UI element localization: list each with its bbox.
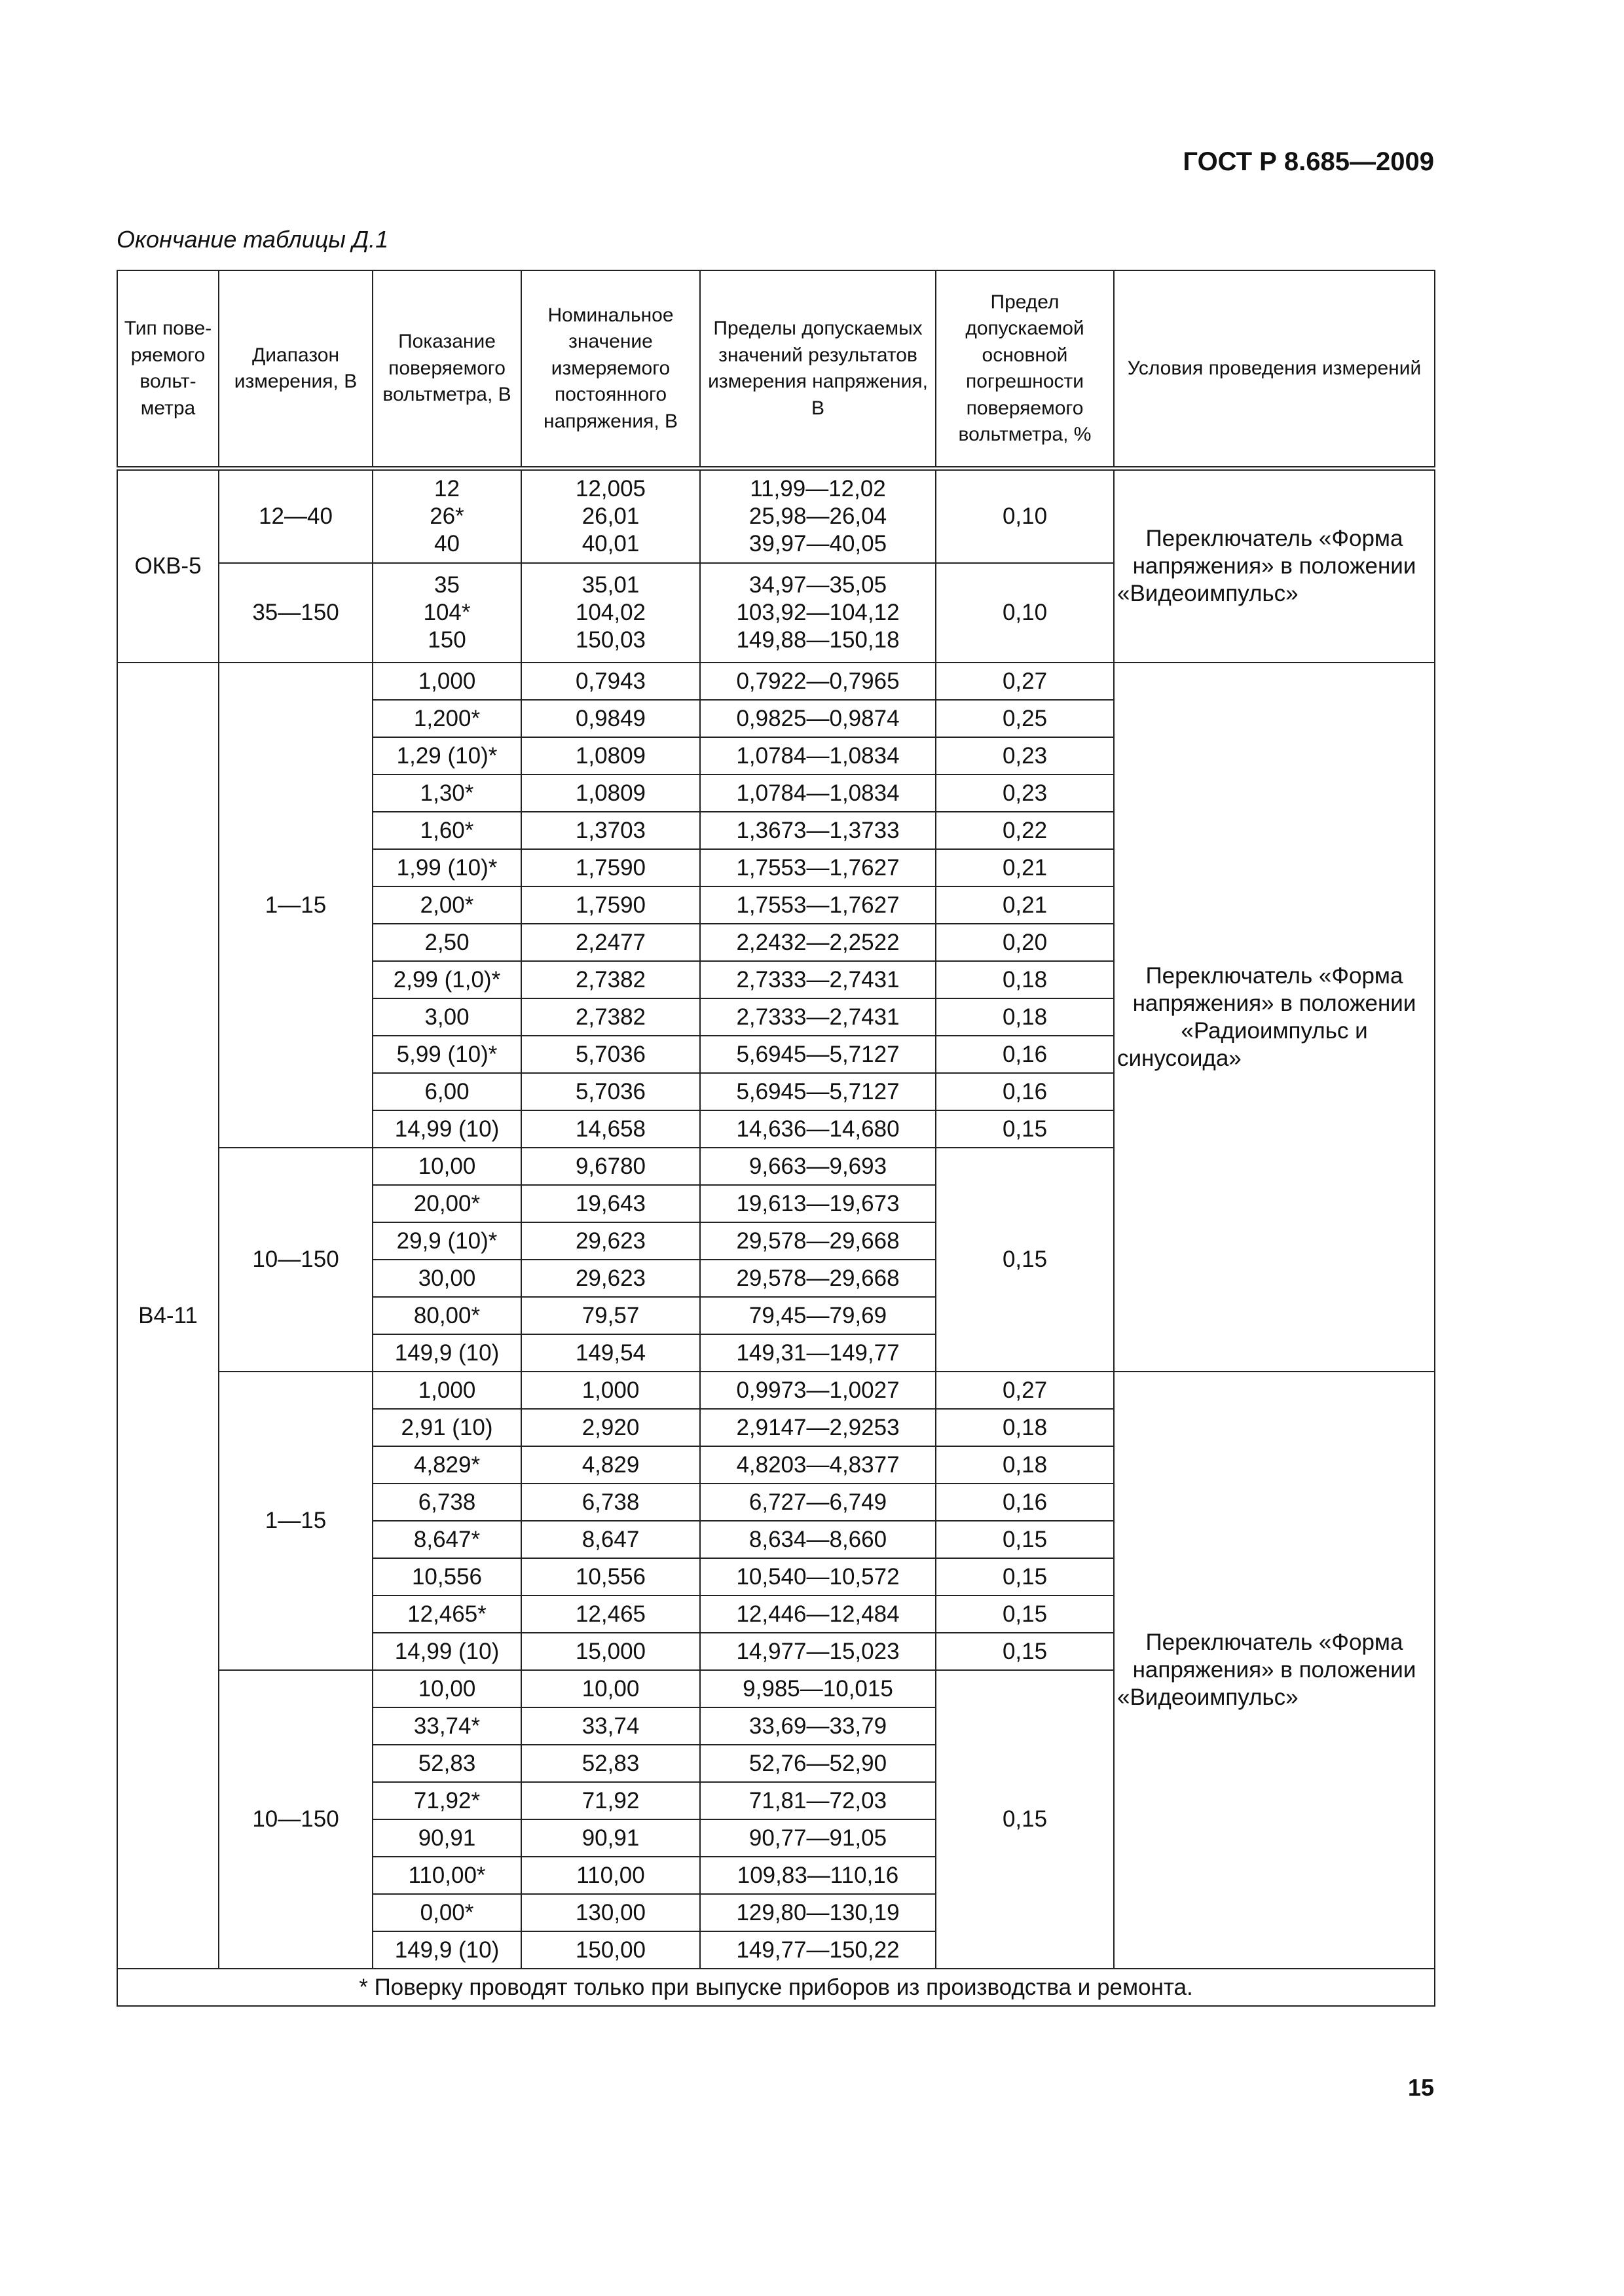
- col-header-type: Тип пове-ряемого вольт-метра: [117, 270, 219, 469]
- reading-cell: 12,465*: [373, 1595, 521, 1633]
- table-row: [117, 663, 1435, 700]
- nominal-cell: 150,00: [521, 1931, 700, 1969]
- reading-cell: 1,99 (10)*: [373, 849, 521, 886]
- nominal-cell: 1,3703: [521, 812, 700, 849]
- conditions-cell: Переключатель «Форма напряжения» в положении «Радиоимпульс и синусоида»: [1114, 663, 1435, 1372]
- error-cell: 0,27: [936, 663, 1114, 700]
- col-header-conditions: Условия проведения измерений: [1114, 270, 1435, 469]
- limits-cell: 2,2432—2,2522: [700, 924, 936, 961]
- limits-cell: 1,0784—1,0834: [700, 737, 936, 774]
- error-cell: 0,25: [936, 700, 1114, 737]
- error-cell: 0,16: [936, 1484, 1114, 1521]
- nominal-cell: 29,623: [521, 1260, 700, 1297]
- limits-cell: 2,7333—2,7431: [700, 998, 936, 1036]
- error-cell: 0,15: [936, 1595, 1114, 1633]
- nominal-cell: 5,7036: [521, 1036, 700, 1073]
- nominal-cell: 14,658: [521, 1110, 700, 1148]
- limits-cell: 33,69—33,79: [700, 1707, 936, 1745]
- nominal-cell: 1,7590: [521, 886, 700, 924]
- reading-cell: 14,99 (10): [373, 1110, 521, 1148]
- limits-cell: 4,8203—4,8377: [700, 1446, 936, 1484]
- limits-cell: 10,540—10,572: [700, 1558, 936, 1595]
- reading-cell: 20,00*: [373, 1185, 521, 1222]
- reading-cell: 71,92*: [373, 1782, 521, 1819]
- reading-cell: 1,30*: [373, 774, 521, 812]
- reading-cell: 2,00*: [373, 886, 521, 924]
- limits-cell: 1,7553—1,7627: [700, 849, 936, 886]
- nominal-cell: 2,2477: [521, 924, 700, 961]
- reading-cell: 1,000: [373, 1372, 521, 1409]
- reading-cell: 33,74*: [373, 1707, 521, 1745]
- nominal-cell: 1,0809: [521, 737, 700, 774]
- nominal-cell: 90,91: [521, 1819, 700, 1857]
- nominal-cell: 1,0809: [521, 774, 700, 812]
- nominal-cell: 130,00: [521, 1894, 700, 1931]
- nominal-cell: 8,647: [521, 1521, 700, 1558]
- limits-cell: 0,7922—0,7965: [700, 663, 936, 700]
- limits-cell: 149,31—149,77: [700, 1334, 936, 1372]
- error-cell: 0,15: [936, 1670, 1114, 1969]
- nominal-cell: 19,643: [521, 1185, 700, 1222]
- limits-cell: 90,77—91,05: [700, 1819, 936, 1857]
- nominal-cell: 29,623: [521, 1222, 700, 1260]
- error-cell: 0,18: [936, 998, 1114, 1036]
- error-cell: 0,21: [936, 849, 1114, 886]
- limits-cell: 0,9973—1,0027: [700, 1372, 936, 1409]
- reading-cell: 4,829*: [373, 1446, 521, 1484]
- reading-cell: 1,29 (10)*: [373, 737, 521, 774]
- nominal-cell: 1,000: [521, 1372, 700, 1409]
- limits-cell: 109,83—110,16: [700, 1857, 936, 1894]
- footnote: * Поверку проводят только при выпуске приборов из производства и ремонта.: [117, 1969, 1435, 2006]
- voltmeter-type-cell: ОКВ-5: [117, 469, 219, 663]
- limits-cell: 14,977—15,023: [700, 1633, 936, 1670]
- limits-cell: 1,7553—1,7627: [700, 886, 936, 924]
- col-header-range: Диапазон измерения, В: [219, 270, 373, 469]
- limits-cell: 1,3673—1,3733: [700, 812, 936, 849]
- limits-cell: 11,99—12,02 25,98—26,04 39,97—40,05: [700, 469, 936, 564]
- nominal-cell: 71,92: [521, 1782, 700, 1819]
- limits-cell: 52,76—52,90: [700, 1745, 936, 1782]
- reading-cell: 149,9 (10): [373, 1931, 521, 1969]
- limits-cell: 129,80—130,19: [700, 1894, 936, 1931]
- limits-cell: 8,634—8,660: [700, 1521, 936, 1558]
- range-cell: 1—15: [219, 663, 373, 1148]
- error-cell: 0,15: [936, 1558, 1114, 1595]
- reading-cell: 12 26* 40: [373, 469, 521, 564]
- nominal-cell: 2,7382: [521, 998, 700, 1036]
- error-cell: 0,15: [936, 1148, 1114, 1372]
- error-cell: 0,16: [936, 1073, 1114, 1110]
- verification-table: [117, 270, 1435, 2007]
- nominal-cell: 12,005 26,01 40,01: [521, 469, 700, 564]
- nominal-cell: 10,556: [521, 1558, 700, 1595]
- nominal-cell: 9,6780: [521, 1148, 700, 1185]
- reading-cell: 6,00: [373, 1073, 521, 1110]
- nominal-cell: 15,000: [521, 1633, 700, 1670]
- error-cell: 0,16: [936, 1036, 1114, 1073]
- voltmeter-type-cell: В4-11: [117, 663, 219, 1969]
- col-header-reading: Показание поверяемого вольтметра, В: [373, 270, 521, 469]
- limits-cell: 14,636—14,680: [700, 1110, 936, 1148]
- error-cell: 0,18: [936, 1409, 1114, 1446]
- nominal-cell: 0,7943: [521, 663, 700, 700]
- range-cell: 10—150: [219, 1148, 373, 1372]
- reading-cell: 1,60*: [373, 812, 521, 849]
- reading-cell: 80,00*: [373, 1297, 521, 1334]
- reading-cell: 29,9 (10)*: [373, 1222, 521, 1260]
- reading-cell: 0,00*: [373, 1894, 521, 1931]
- limits-cell: 9,985—10,015: [700, 1670, 936, 1707]
- col-header-limits: Пределы допускаемых значений результатов измерения напряжения, В: [700, 270, 936, 469]
- error-cell: 0,27: [936, 1372, 1114, 1409]
- error-cell: 0,10: [936, 563, 1114, 663]
- limits-cell: 6,727—6,749: [700, 1484, 936, 1521]
- limits-cell: 29,578—29,668: [700, 1222, 936, 1260]
- reading-cell: 110,00*: [373, 1857, 521, 1894]
- nominal-cell: 79,57: [521, 1297, 700, 1334]
- table-row: [117, 1372, 1435, 1409]
- nominal-cell: 10,00: [521, 1670, 700, 1707]
- nominal-cell: 2,920: [521, 1409, 700, 1446]
- range-cell: 1—15: [219, 1372, 373, 1670]
- reading-cell: 10,556: [373, 1558, 521, 1595]
- reading-cell: 3,00: [373, 998, 521, 1036]
- nominal-cell: 110,00: [521, 1857, 700, 1894]
- limits-cell: 19,613—19,673: [700, 1185, 936, 1222]
- error-cell: 0,21: [936, 886, 1114, 924]
- reading-cell: 1,000: [373, 663, 521, 700]
- error-cell: 0,15: [936, 1521, 1114, 1558]
- nominal-cell: 52,83: [521, 1745, 700, 1782]
- nominal-cell: 149,54: [521, 1334, 700, 1372]
- reading-cell: 35 104* 150: [373, 563, 521, 663]
- limits-cell: 5,6945—5,7127: [700, 1073, 936, 1110]
- error-cell: 0,22: [936, 812, 1114, 849]
- limits-cell: 29,578—29,668: [700, 1260, 936, 1297]
- page-number: 15: [1407, 2074, 1434, 2101]
- reading-cell: 10,00: [373, 1148, 521, 1185]
- reading-cell: 1,200*: [373, 700, 521, 737]
- reading-cell: 90,91: [373, 1819, 521, 1857]
- reading-cell: 8,647*: [373, 1521, 521, 1558]
- reading-cell: 52,83: [373, 1745, 521, 1782]
- reading-cell: 2,91 (10): [373, 1409, 521, 1446]
- reading-cell: 30,00: [373, 1260, 521, 1297]
- conditions-cell: Переключатель «Форма напряжения» в положении «Видеоимпульс»: [1114, 1372, 1435, 1969]
- reading-cell: 5,99 (10)*: [373, 1036, 521, 1073]
- limits-cell: 5,6945—5,7127: [700, 1036, 936, 1073]
- nominal-cell: 35,01 104,02 150,03: [521, 563, 700, 663]
- reading-cell: 10,00: [373, 1670, 521, 1707]
- range-cell: 10—150: [219, 1670, 373, 1969]
- reading-cell: 6,738: [373, 1484, 521, 1521]
- nominal-cell: 5,7036: [521, 1073, 700, 1110]
- nominal-cell: 2,7382: [521, 961, 700, 998]
- error-cell: 0,18: [936, 961, 1114, 998]
- col-header-error: Предел допускаемой основной погрешности поверяемого вольтметра, %: [936, 270, 1114, 469]
- error-cell: 0,10: [936, 469, 1114, 564]
- conditions-cell: Переключатель «Форма напряжения» в положении «Видеоимпульс»: [1114, 469, 1435, 663]
- limits-cell: 2,7333—2,7431: [700, 961, 936, 998]
- table-row: [117, 469, 1435, 564]
- table-header-row: [117, 270, 1435, 469]
- limits-cell: 149,77—150,22: [700, 1931, 936, 1969]
- error-cell: 0,23: [936, 774, 1114, 812]
- nominal-cell: 33,74: [521, 1707, 700, 1745]
- reading-cell: 2,99 (1,0)*: [373, 961, 521, 998]
- nominal-cell: 1,7590: [521, 849, 700, 886]
- nominal-cell: 4,829: [521, 1446, 700, 1484]
- error-cell: 0,20: [936, 924, 1114, 961]
- limits-cell: 79,45—79,69: [700, 1297, 936, 1334]
- error-cell: 0,15: [936, 1633, 1114, 1670]
- limits-cell: 0,9825—0,9874: [700, 700, 936, 737]
- standard-header: ГОСТ Р 8.685—2009: [1183, 147, 1434, 176]
- nominal-cell: 12,465: [521, 1595, 700, 1633]
- limits-cell: 1,0784—1,0834: [700, 774, 936, 812]
- range-cell: 35—150: [219, 563, 373, 663]
- limits-cell: 12,446—12,484: [700, 1595, 936, 1633]
- reading-cell: 14,99 (10): [373, 1633, 521, 1670]
- error-cell: 0,18: [936, 1446, 1114, 1484]
- limits-cell: 34,97—35,05 103,92—104,12 149,88—150,18: [700, 563, 936, 663]
- col-header-nominal: Номинальное значение измеряемого постоянного напряжения, В: [521, 270, 700, 469]
- range-cell: 12—40: [219, 469, 373, 564]
- footnote-row: [117, 1969, 1435, 2006]
- error-cell: 0,15: [936, 1110, 1114, 1148]
- nominal-cell: 6,738: [521, 1484, 700, 1521]
- limits-cell: 2,9147—2,9253: [700, 1409, 936, 1446]
- limits-cell: 9,663—9,693: [700, 1148, 936, 1185]
- error-cell: 0,23: [936, 737, 1114, 774]
- reading-cell: 149,9 (10): [373, 1334, 521, 1372]
- limits-cell: 71,81—72,03: [700, 1782, 936, 1819]
- table-caption: Окончание таблицы Д.1: [117, 226, 389, 253]
- reading-cell: 2,50: [373, 924, 521, 961]
- nominal-cell: 0,9849: [521, 700, 700, 737]
